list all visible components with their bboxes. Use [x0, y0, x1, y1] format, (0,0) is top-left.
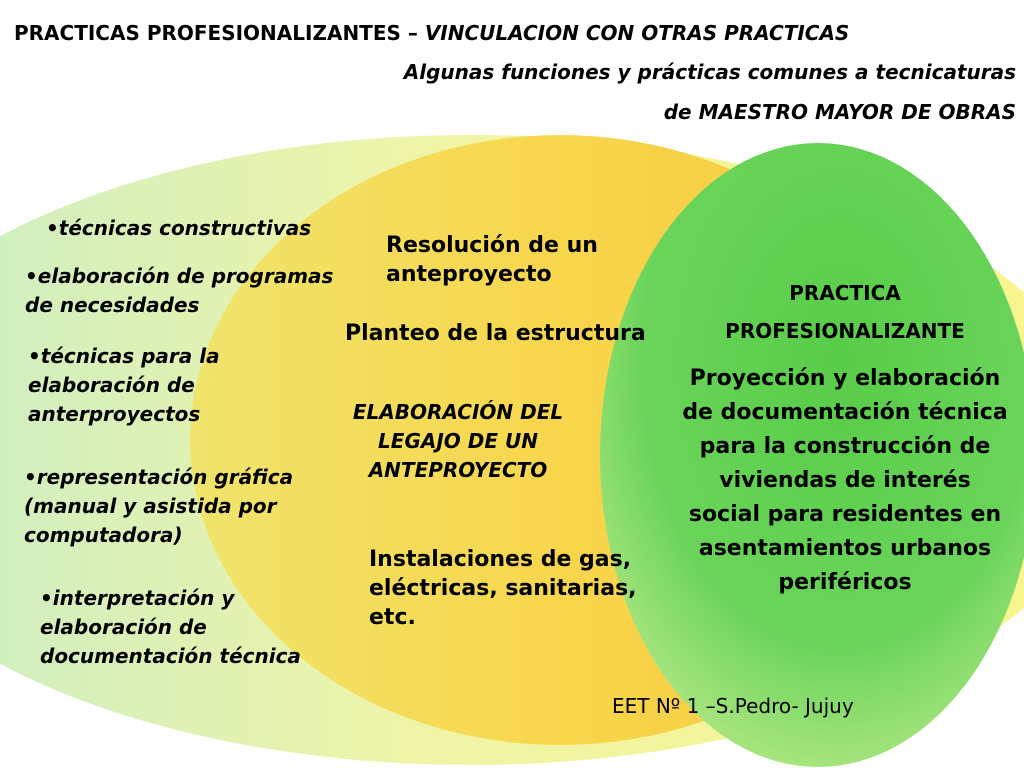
list-item-tecnicas-constructivas: • técnicas constructivas: [46, 214, 366, 243]
middle-item-instalaciones: Instalaciones de gas, eléctricas, sanitarias, etc.: [369, 547, 637, 630]
list-item-documentacion-tecnica: • interpretación y elaboración de documentación técnica: [40, 584, 340, 671]
practica-heading: [690, 274, 1000, 350]
middle-item-anteproyecto: Resolución de un anteproyecto: [386, 233, 598, 287]
subtitle-line-2: de MAESTRO MAYOR DE OBRAS: [663, 100, 1016, 124]
middle-item-estructura: Planteo de la estructura: [345, 321, 646, 346]
footer-school: EET Nº 1 –S.Pedro- Jujuy: [612, 694, 854, 718]
practica-description: Proyección y elaboración de documentación técnica para la construcción de viviendas de interés social para residentes en asentamientos urbanos periféricos: [682, 366, 1008, 595]
subtitle-line-1: Algunas funciones y prácticas comunes a tecnicaturas: [403, 60, 1016, 84]
list-item-programas-necesidades: • elaboración de programas de necesidades: [25, 262, 365, 320]
list-item-anterproyectos: • técnicas para la elaboración de anterproyectos: [28, 342, 278, 429]
list-item-representacion-grafica: • representación gráfica (manual y asistida por computadora): [24, 463, 334, 550]
middle-item-legajo: ELABORACIÓN DEL LEGAJO DE UN ANTEPROYECTO: [352, 400, 564, 482]
practica-heading-line-2: PROFESIONALIZANTE: [725, 319, 965, 343]
practica-heading-line-1: PRACTICA: [789, 281, 901, 305]
page-title: PRACTICAS PROFESIONALIZANTES – VINCULACION CON OTRAS PRACTICAS: [14, 21, 850, 45]
